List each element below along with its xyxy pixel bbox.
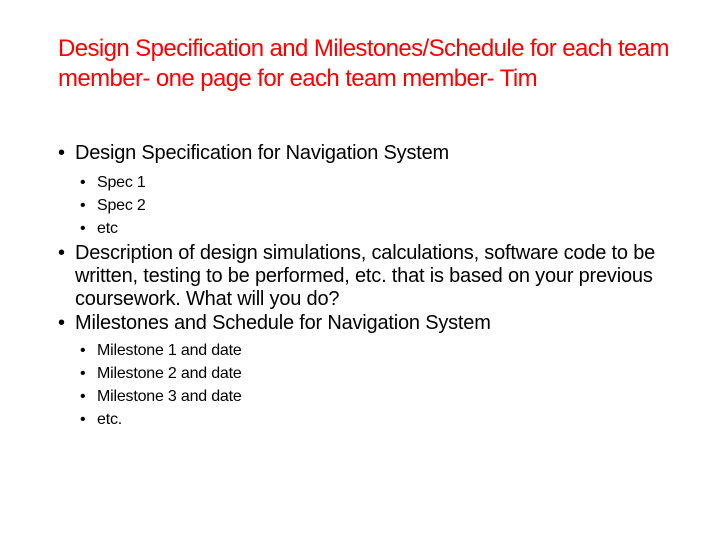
sub-bullet-list bbox=[80, 339, 658, 431]
bullet-item-milestones bbox=[58, 312, 658, 431]
sub-bullet-item bbox=[80, 171, 658, 194]
sub-bullet-text: Milestone 3 and date bbox=[97, 388, 242, 405]
bullet-icon: • bbox=[80, 220, 86, 237]
sub-bullet-item bbox=[80, 408, 658, 431]
bullet-icon: • bbox=[80, 174, 86, 191]
bullet-icon: • bbox=[80, 388, 86, 405]
bullet-icon: • bbox=[80, 411, 86, 428]
bullet-list bbox=[58, 142, 658, 431]
sub-bullet-text: etc bbox=[97, 220, 118, 237]
bullet-icon: • bbox=[58, 142, 65, 164]
sub-bullet-item bbox=[80, 339, 658, 362]
bullet-text: Description of design simulations, calculations, software code to be written, testing to be performed, etc. that is based on your previous coursework. What will you do? bbox=[75, 242, 656, 310]
bullet-item-description bbox=[58, 242, 658, 311]
sub-bullet-text: Milestone 2 and date bbox=[97, 365, 242, 382]
bullet-icon: • bbox=[80, 197, 86, 214]
sub-bullet-text: etc. bbox=[97, 411, 122, 428]
sub-bullet-list bbox=[80, 171, 658, 240]
bullet-item-design-spec bbox=[58, 142, 658, 240]
sub-bullet-item bbox=[80, 194, 658, 217]
bullet-icon: • bbox=[80, 365, 86, 382]
sub-bullet-item bbox=[80, 362, 658, 385]
sub-bullet-text: Milestone 1 and date bbox=[97, 342, 242, 359]
bullet-icon: • bbox=[80, 342, 86, 359]
sub-bullet-item bbox=[80, 385, 658, 408]
bullet-icon: • bbox=[58, 242, 65, 264]
bullet-icon: • bbox=[58, 312, 65, 334]
sub-bullet-text: Spec 1 bbox=[97, 174, 146, 191]
slide-title: Design Specification and Milestones/Schedule for each team member- one page for each team member- Tim bbox=[58, 35, 669, 92]
sub-bullet-item bbox=[80, 217, 658, 240]
bullet-text: Milestones and Schedule for Navigation System bbox=[75, 312, 491, 334]
bullet-text: Design Specification for Navigation System bbox=[75, 142, 450, 164]
sub-bullet-text: Spec 2 bbox=[97, 197, 146, 214]
